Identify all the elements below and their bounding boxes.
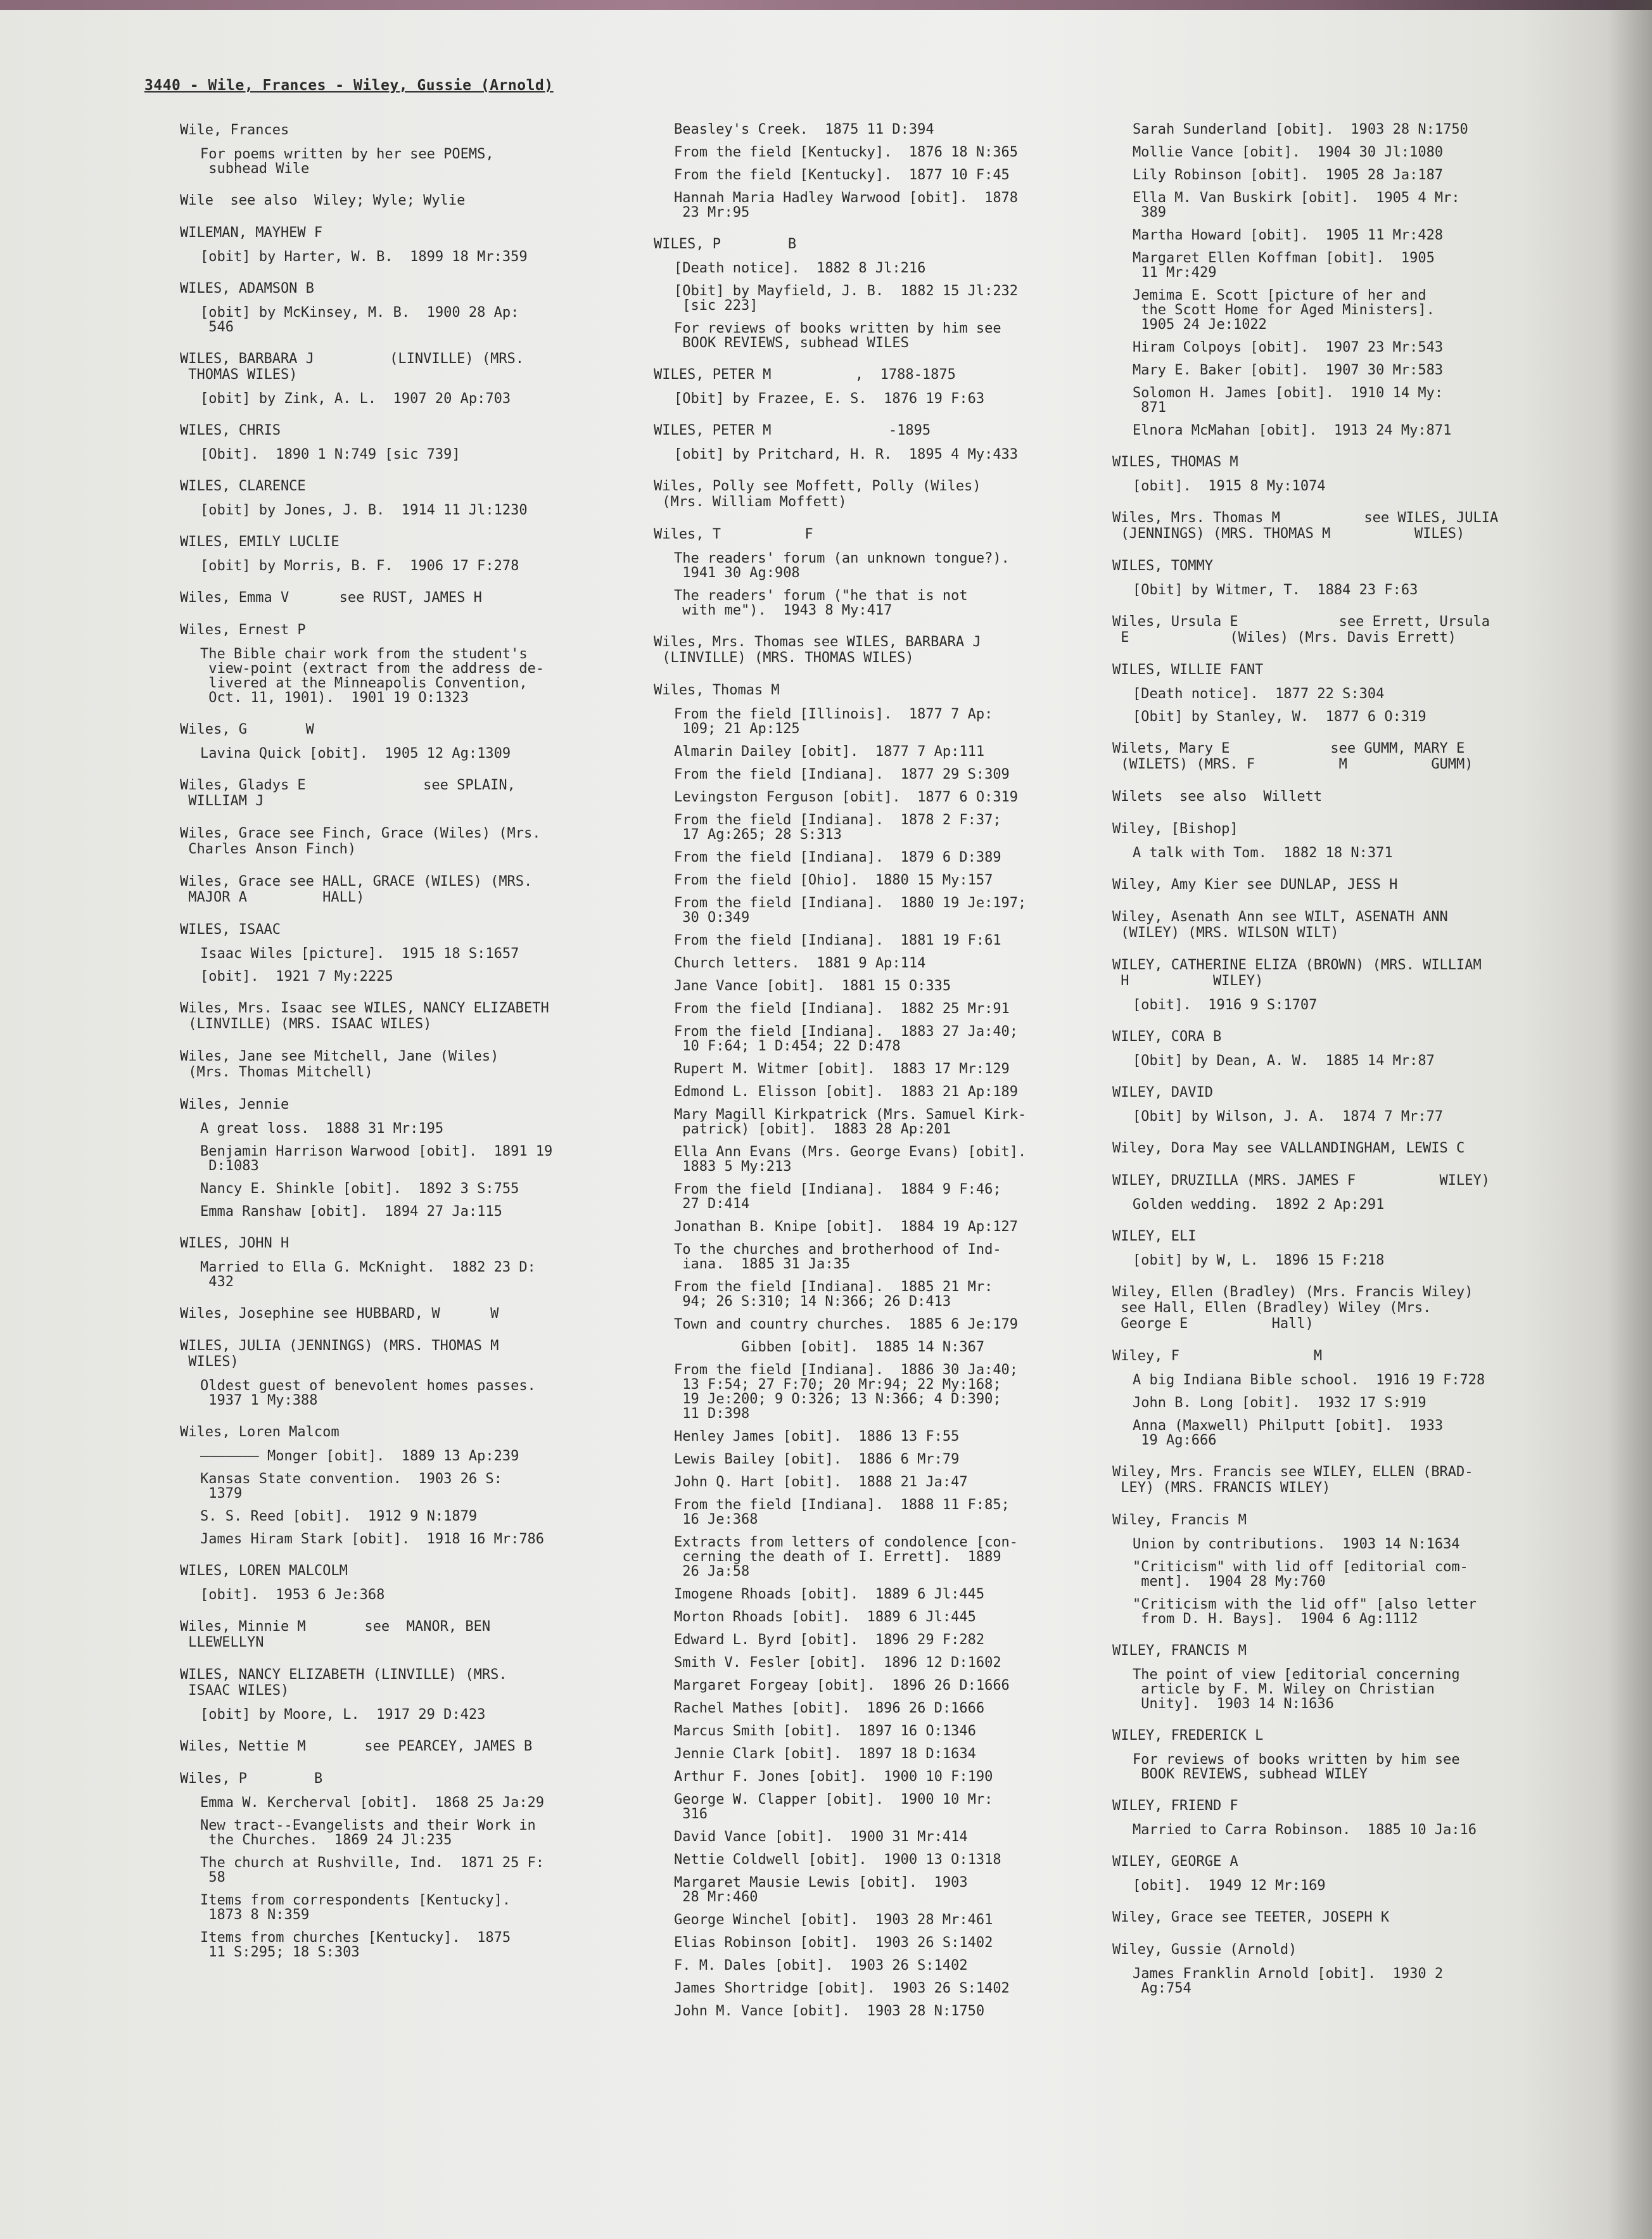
entry-heading: Wiles, Jane see Mitchell, Jane (Wiles) (Mrs. Thomas Mitchell)	[180, 1049, 499, 1080]
entry-heading: WILES, TOMMY	[1112, 558, 1213, 574]
entry-citation: Martha Howard [obit]. 1905 11 Mr:428	[1133, 227, 1444, 243]
entry-citation: Emma Ranshaw [obit]. 1894 27 Ja:115	[200, 1204, 502, 1220]
entry-citation: From the field [Kentucky]. 1877 10 F:45	[674, 167, 1010, 183]
entry-heading: WILES, LOREN MALCOLM	[180, 1563, 348, 1579]
entry-citation: George W. Clapper [obit]. 1900 10 Mr: 316	[674, 1792, 993, 1822]
entry-citation: From the field [Indiana]. 1886 30 Ja:40; 13 F:54; 27 F:70; 20 Mr:94; 22 My:168; 19 Je:200; 9 O:326; 13 N:366; 4 D:390; 11 D:398	[674, 1362, 1019, 1422]
entry-citation: Elias Robinson [obit]. 1903 26 S:1402	[674, 1935, 993, 1951]
entry-citation: Margaret Forgeay [obit]. 1896 26 D:1666	[674, 1678, 1010, 1694]
entry-heading: WILES, CHRIS	[180, 423, 281, 438]
entry-citation: From the field [Indiana]. 1881 19 F:61	[674, 933, 1001, 948]
index-entry	[180, 225, 623, 264]
index-entry	[1112, 1942, 1581, 1996]
entry-heading: WILES, JOHN H	[180, 1235, 289, 1251]
entry-citation: Nettie Coldwell [obit]. 1900 13 O:1318	[674, 1852, 1001, 1868]
index-entry	[1112, 1284, 1581, 1332]
entry-citation: Rachel Mathes [obit]. 1896 26 D:1666	[674, 1700, 985, 1716]
entry-citation: Kansas State convention. 1903 26 S: 1379	[200, 1471, 502, 1502]
running-head: 3440 - Wile, Frances - Wiley, Gussie (Arnold)	[144, 77, 554, 94]
entry-citation: [Obit] by Wilson, J. A. 1874 7 Mr:77	[1133, 1109, 1444, 1125]
entry-heading: WILEY, FRANCIS M	[1112, 1643, 1247, 1659]
entry-heading: Wiley, Ellen (Bradley) (Mrs. Francis Wiley) see Hall, Ellen (Bradley) Wiley (Mrs. George E Hall)	[1112, 1284, 1473, 1332]
entry-citation: Marcus Smith [obit]. 1897 16 O:1346	[674, 1723, 976, 1739]
index-entry	[180, 826, 623, 857]
entry-citation: [obit] by W, L. 1896 15 F:218	[1133, 1253, 1385, 1268]
entry-heading: Wiles, Thomas M	[654, 682, 780, 698]
entry-citation: Mary E. Baker [obit]. 1907 30 Mr:583	[1133, 362, 1444, 378]
entry-citation: John M. Vance [obit]. 1903 28 N:1750	[674, 2003, 985, 2019]
entry-citation: [Obit] by Mayfield, J. B. 1882 15 Jl:232 [sic 223]	[674, 283, 1019, 314]
entry-heading: Wilets see also Willett	[1112, 789, 1323, 805]
entry-citation: [Death notice]. 1877 22 S:304	[1133, 686, 1385, 702]
index-entry	[654, 122, 1122, 220]
index-column-2	[654, 122, 1122, 2035]
entry-citation: [obit] by Moore, L. 1917 29 D:423	[200, 1707, 486, 1723]
entry-heading: Wiles, Grace see HALL, GRACE (WILES) (MRS. MAJOR A HALL)	[180, 874, 533, 905]
entry-citation: A great loss. 1888 31 Mr:195	[200, 1121, 444, 1137]
entry-citation: Margaret Mausie Lewis [obit]. 1903 28 Mr:460	[674, 1875, 968, 1905]
index-entry	[1112, 1728, 1581, 1782]
entry-heading: WILES, THOMAS M	[1112, 454, 1238, 470]
entry-heading: WILES, ADAMSON B	[180, 281, 314, 297]
entry-citation: [Death notice]. 1882 8 Jl:216	[674, 260, 926, 276]
index-entry	[180, 1424, 623, 1547]
index-entry	[180, 193, 623, 208]
entry-heading: Wiles, Ursula E see Errett, Ursula E (Wiles) (Mrs. Davis Errett)	[1112, 614, 1490, 646]
entry-heading: Wiley, F M	[1112, 1348, 1323, 1364]
entry-citation: Jemima E. Scott [picture of her and the Scott Home for Aged Ministers]. 1905 24 Je:1022	[1133, 288, 1435, 333]
entry-citation: Isaac Wiles [picture]. 1915 18 S:1657	[200, 946, 519, 962]
index-entry	[1112, 1140, 1581, 1156]
entry-citation: [obit]. 1916 9 S:1707	[1133, 997, 1318, 1013]
entry-citation: From the field [Indiana]. 1879 6 D:389	[674, 850, 1001, 865]
entry-citation: The Bible chair work from the student's view-point (extract from the address de- livered at the Minneapolis Convention, Oct. 11, 1901). 1901 19 O:1323	[200, 646, 545, 706]
index-entry	[1112, 957, 1581, 1012]
index-entry	[180, 777, 623, 809]
entry-citation: Jane Vance [obit]. 1881 15 O:335	[674, 978, 951, 994]
entry-citation: S. S. Reed [obit]. 1912 9 N:1879	[200, 1509, 478, 1524]
index-entry	[1112, 1512, 1581, 1626]
entry-citation: For poems written by her see POEMS, subhead Wile	[200, 146, 494, 177]
entry-citation: Morton Rhoads [obit]. 1889 6 Jl:445	[674, 1609, 976, 1625]
entry-citation: George Winchel [obit]. 1903 28 Mr:461	[674, 1912, 993, 1928]
index-entry	[1112, 909, 1581, 941]
entry-citation: Items from correspondents [Kentucky]. 1873 8 N:359	[200, 1892, 511, 1923]
entry-heading: Wiley, Francis M	[1112, 1512, 1247, 1528]
entry-citation: "Criticism with the lid off" [also letter from D. H. Bays]. 1904 6 Ag:1112	[1133, 1597, 1477, 1627]
entry-citation: [Obit] by Stanley, W. 1877 6 O:319	[1133, 709, 1426, 725]
entry-heading: Wiley, Amy Kier see DUNLAP, JESS H	[1112, 877, 1398, 893]
entry-citation: From the field [Indiana]. 1877 29 S:309	[674, 767, 1010, 782]
entry-citation: [Obit] by Dean, A. W. 1885 14 Mr:87	[1133, 1053, 1435, 1069]
index-entry	[180, 1667, 623, 1722]
entry-heading: Wiley, [Bishop]	[1112, 821, 1238, 837]
entry-citation: Mollie Vance [obit]. 1904 30 Jl:1080	[1133, 144, 1444, 160]
index-entry	[1112, 1228, 1581, 1268]
index-entry	[180, 534, 623, 573]
entry-heading: Wiles, Loren Malcom	[180, 1424, 340, 1440]
entry-citation: From the field [Indiana]. 1885 21 Mr: 94; 26 S:310; 14 N:366; 26 D:413	[674, 1279, 993, 1310]
index-entry	[180, 122, 623, 176]
entry-citation: From the field [Indiana]. 1882 25 Mr:91	[674, 1001, 1010, 1017]
entry-citation: The readers' forum ("he that is not with me"). 1943 8 My:417	[674, 588, 968, 618]
entry-heading: WILES, P B	[654, 236, 797, 252]
index-entry	[180, 1235, 623, 1289]
index-entry	[1112, 510, 1581, 542]
entry-heading: Wiley, Grace see TEETER, JOSEPH K	[1112, 1910, 1390, 1925]
entry-heading: WILES, PETER M -1895	[654, 423, 931, 438]
entry-citation: From the field [Indiana]. 1884 9 F:46; 27 D:414	[674, 1182, 1001, 1212]
entry-citation: Jennie Clark [obit]. 1897 18 D:1634	[674, 1746, 976, 1762]
entry-heading: WILES, EMILY LUCLIE	[180, 534, 340, 550]
entry-citation: The point of view [editorial concerning article by F. M. Wiley on Christian Unity]. 1903 14 N:1636	[1133, 1667, 1460, 1712]
index-entry	[1112, 1029, 1581, 1068]
entry-citation: John B. Long [obit]. 1932 17 S:919	[1133, 1395, 1426, 1411]
entry-citation: [obit] by McKinsey, M. B. 1900 28 Ap: 546	[200, 305, 519, 335]
entry-citation: Edmond L. Elisson [obit]. 1883 21 Ap:189	[674, 1084, 1019, 1100]
index-entry	[180, 922, 623, 984]
entry-heading: Wiles, G W	[180, 722, 314, 737]
entry-citation: Extracts from letters of condolence [con- cerning the death of I. Errett]. 1889 26 Ja:58	[674, 1534, 1019, 1579]
index-entry	[1112, 1464, 1581, 1496]
index-entry	[1112, 1173, 1581, 1212]
index-entry	[180, 423, 623, 462]
entry-heading: WILES, NANCY ELIZABETH (LINVILLE) (MRS. ISAAC WILES)	[180, 1667, 507, 1699]
index-entry	[654, 526, 1122, 618]
index-entry	[180, 622, 623, 705]
entry-heading: WILEY, FREDERICK L	[1112, 1728, 1264, 1744]
index-entry	[1112, 1643, 1581, 1711]
index-entry	[1112, 789, 1581, 805]
entry-citation: James Franklin Arnold [obit]. 1930 2 Ag:754	[1133, 1966, 1444, 1996]
entry-citation: A talk with Tom. 1882 18 N:371	[1133, 845, 1393, 861]
entry-citation: A big Indiana Bible school. 1916 19 F:728	[1133, 1372, 1485, 1388]
entry-citation: Arthur F. Jones [obit]. 1900 10 F:190	[674, 1769, 993, 1785]
index-entry	[180, 590, 623, 606]
entry-citation: Items from churches [Kentucky]. 1875 11 S:295; 18 S:303	[200, 1930, 511, 1960]
index-entry	[654, 236, 1122, 350]
entry-citation: Married to Ella G. McKnight. 1882 23 D: 432	[200, 1260, 536, 1290]
entry-citation: [Obit] by Witmer, T. 1884 23 F:63	[1133, 582, 1418, 598]
entry-citation: From the field [Indiana]. 1880 19 Je:197; 30 O:349	[674, 895, 1027, 926]
index-entry	[1112, 614, 1581, 646]
entry-citation: Lily Robinson [obit]. 1905 28 Ja:187	[1133, 167, 1444, 183]
index-entry	[1112, 454, 1581, 494]
entry-citation: Levingston Ferguson [obit]. 1877 6 O:319	[674, 789, 1019, 805]
entry-heading: Wiles, Mrs. Isaac see WILES, NANCY ELIZABETH (LINVILLE) (MRS. ISAAC WILES)	[180, 1000, 549, 1032]
entry-citation: ——————— Monger [obit]. 1889 13 Ap:239	[200, 1448, 519, 1464]
index-entry	[1112, 558, 1581, 597]
entry-heading: Wiles, Gladys E see SPLAIN, WILLIAM J	[180, 777, 516, 809]
entry-heading: Wiles, Minnie M see MANOR, BEN LLEWELLYN	[180, 1619, 491, 1650]
entry-citation: [obit]. 1915 8 My:1074	[1133, 478, 1326, 494]
entry-citation: From the field [Ohio]. 1880 15 My:157	[674, 872, 993, 888]
entry-citation: James Hiram Stark [obit]. 1918 16 Mr:786	[200, 1531, 545, 1547]
entry-citation: [obit] by Morris, B. F. 1906 17 F:278	[200, 558, 519, 574]
index-entry	[180, 1771, 623, 1960]
entry-heading: WILES, JULIA (JENNINGS) (MRS. THOMAS M WILES)	[180, 1338, 499, 1370]
entry-citation: [obit] by Pritchard, H. R. 1895 4 My:433	[674, 447, 1019, 462]
page-binding-shadow	[1608, 0, 1652, 2239]
entry-citation: Smith V. Fesler [obit]. 1896 12 D:1602	[674, 1655, 1001, 1671]
index-entry	[654, 367, 1122, 406]
entry-citation: Hannah Maria Hadley Warwood [obit]. 1878 23 Mr:95	[674, 190, 1019, 220]
index-entry	[1112, 122, 1581, 438]
entry-citation: For reviews of books written by him see BOOK REVIEWS, subhead WILEY	[1133, 1752, 1460, 1782]
entry-heading: Wiles, T F	[654, 526, 813, 542]
entry-citation: [obit]. 1949 12 Mr:169	[1133, 1878, 1326, 1894]
index-entry	[654, 478, 1122, 510]
entry-citation: Jonathan B. Knipe [obit]. 1884 19 Ap:127	[674, 1219, 1019, 1235]
entry-heading: Wiles, Emma V see RUST, JAMES H	[180, 590, 482, 606]
index-entry	[1112, 821, 1581, 860]
index-entry	[180, 874, 623, 905]
index-entry	[654, 634, 1122, 666]
entry-citation: Ella Ann Evans (Mrs. George Evans) [obit]. 1883 5 My:213	[674, 1144, 1027, 1175]
index-entry	[1112, 877, 1581, 893]
entry-citation: Solomon H. James [obit]. 1910 14 My: 871	[1133, 385, 1444, 416]
entry-citation: Elnora McMahan [obit]. 1913 24 My:871	[1133, 423, 1452, 438]
index-column-3	[1112, 122, 1581, 2012]
index-entry	[180, 351, 623, 406]
index-entry	[180, 1619, 623, 1650]
entry-heading: Wiles, P B	[180, 1771, 323, 1787]
entry-citation: Church letters. 1881 9 Ap:114	[674, 955, 926, 971]
index-entry	[1112, 1854, 1581, 1893]
entry-heading: WILEY, DAVID	[1112, 1085, 1213, 1100]
entry-heading: WILEMAN, MAYHEW F	[180, 225, 323, 241]
entry-citation: Ella M. Van Buskirk [obit]. 1905 4 Mr: 389	[1133, 190, 1460, 220]
entry-citation: Emma W. Kercherval [obit]. 1868 25 Ja:29	[200, 1795, 545, 1811]
entry-citation: From the field [Illinois]. 1877 7 Ap: 109; 21 Ap:125	[674, 706, 993, 737]
index-entry	[180, 1563, 623, 1602]
entry-citation: For reviews of books written by him see BOOK REVIEWS, subhead WILES	[674, 321, 1001, 351]
entry-citation: Hiram Colpoys [obit]. 1907 23 Mr:543	[1133, 340, 1444, 355]
entry-citation: "Criticism" with lid off [editorial com- ment]. 1904 28 My:760	[1133, 1559, 1468, 1590]
entry-heading: Wiles, Nettie M see PEARCEY, JAMES B	[180, 1738, 533, 1754]
entry-heading: WILEY, CORA B	[1112, 1029, 1222, 1045]
index-entry	[1112, 1348, 1581, 1448]
entry-heading: Wiley, Mrs. Francis see WILEY, ELLEN (BRAD- LEY) (MRS. FRANCIS WILEY)	[1112, 1464, 1473, 1496]
entry-heading: WILEY, FRIEND F	[1112, 1798, 1238, 1814]
entry-citation: From the field [Indiana]. 1878 2 F:37; 17 Ag:265; 28 S:313	[674, 812, 1001, 843]
index-entry	[180, 722, 623, 761]
entry-citation: Union by contributions. 1903 14 N:1634	[1133, 1536, 1460, 1552]
entry-heading: Wiles, Jennie	[180, 1097, 289, 1113]
entry-heading: WILES, CLARENCE	[180, 478, 306, 494]
entry-citation: Nancy E. Shinkle [obit]. 1892 3 S:755	[200, 1181, 519, 1197]
entry-citation: David Vance [obit]. 1900 31 Mr:414	[674, 1829, 968, 1845]
index-entry	[1112, 1798, 1581, 1837]
entry-citation: Town and country churches. 1885 6 Je:179	[674, 1317, 1019, 1332]
entry-citation: Golden wedding. 1892 2 Ap:291	[1133, 1197, 1385, 1213]
entry-heading: WILES, PETER M , 1788-1875	[654, 367, 956, 383]
index-entry	[1112, 662, 1581, 724]
entry-citation: [obit] by Harter, W. B. 1899 18 Mr:359	[200, 249, 528, 265]
entry-citation: Margaret Ellen Koffman [obit]. 1905 11 Mr:429	[1133, 250, 1435, 281]
entry-citation: Anna (Maxwell) Philputt [obit]. 1933 19 Ag:666	[1133, 1418, 1444, 1448]
entry-heading: Wiles, Josephine see HUBBARD, W W	[180, 1306, 499, 1322]
entry-citation: [obit]. 1953 6 Je:368	[200, 1587, 385, 1603]
index-entry	[654, 682, 1122, 2019]
entry-citation: [obit] by Jones, J. B. 1914 11 Jl:1230	[200, 502, 528, 518]
entry-citation: Gibben [obit]. 1885 14 N:367	[674, 1339, 985, 1355]
index-entry	[180, 1097, 623, 1219]
entry-heading: Wiles, Mrs. Thomas M see WILES, JULIA (JENNINGS) (MRS. THOMAS M WILES)	[1112, 510, 1499, 542]
entry-heading: WILEY, CATHERINE ELIZA (BROWN) (MRS. WILLIAM H WILEY)	[1112, 957, 1482, 989]
entry-heading: WILES, ISAAC	[180, 922, 281, 938]
index-entry	[180, 1306, 623, 1322]
entry-heading: Wiles, Polly see Moffett, Polly (Wiles) (Mrs. William Moffett)	[654, 478, 981, 510]
entry-citation: Beasley's Creek. 1875 11 D:394	[674, 122, 934, 137]
entry-heading: Wiles, Ernest P	[180, 622, 306, 638]
entry-citation: From the field [Kentucky]. 1876 18 N:365	[674, 144, 1019, 160]
entry-citation: To the churches and brotherhood of Ind- iana. 1885 31 Ja:35	[674, 1242, 1001, 1272]
entry-citation: Married to Carra Robinson. 1885 10 Ja:16	[1133, 1822, 1477, 1838]
entry-citation: [obit] by Zink, A. L. 1907 20 Ap:703	[200, 391, 511, 407]
entry-heading: Wiley, Dora May see VALLANDINGHAM, LEWIS C	[1112, 1140, 1465, 1156]
entry-citation: [Obit] by Frazee, E. S. 1876 19 F:63	[674, 391, 985, 407]
entry-citation: [Obit]. 1890 1 N:749 [sic 739]	[200, 447, 461, 462]
entry-citation: John Q. Hart [obit]. 1888 21 Ja:47	[674, 1474, 968, 1490]
index-entry	[180, 281, 623, 335]
entry-citation: Rupert M. Witmer [obit]. 1883 17 Mr:129	[674, 1061, 1010, 1077]
index-entry	[180, 1338, 623, 1408]
entry-heading: Wile, Frances	[180, 122, 289, 138]
entry-heading: Wilets, Mary E see GUMM, MARY E (WILETS) (MRS. F M GUMM)	[1112, 741, 1473, 772]
entry-heading: WILES, BARBARA J (LINVILLE) (MRS. THOMAS WILES)	[180, 351, 524, 383]
entry-citation: Sarah Sunderland [obit]. 1903 28 N:1750	[1133, 122, 1468, 137]
entry-heading: WILEY, GEORGE A	[1112, 1854, 1238, 1870]
entry-citation: James Shortridge [obit]. 1903 26 S:1402	[674, 1981, 1010, 1996]
index-entry	[180, 1000, 623, 1032]
entry-heading: WILEY, ELI	[1112, 1228, 1197, 1244]
entry-citation: Benjamin Harrison Warwood [obit]. 1891 19 D:1083	[200, 1144, 553, 1174]
entry-heading: WILES, WILLIE FANT	[1112, 662, 1264, 678]
entry-citation: Edward L. Byrd [obit]. 1896 29 F:282	[674, 1632, 985, 1648]
index-entry	[1112, 1910, 1581, 1925]
entry-citation: Lewis Bailey [obit]. 1886 6 Mr:79	[674, 1451, 960, 1467]
entry-citation: From the field [Indiana]. 1883 27 Ja:40; 10 F:64; 1 D:454; 22 D:478	[674, 1024, 1019, 1054]
index-entry	[1112, 1085, 1581, 1124]
entry-citation: Almarin Dailey [obit]. 1877 7 Ap:111	[674, 744, 985, 760]
entry-citation: The readers' forum (an unknown tongue?). 1941 30 Ag:908	[674, 551, 1010, 581]
entry-citation: Lavina Quick [obit]. 1905 12 Ag:1309	[200, 746, 511, 762]
index-entry	[180, 1049, 623, 1080]
entry-citation: Henley James [obit]. 1886 13 F:55	[674, 1429, 960, 1445]
entry-heading: Wiley, Gussie (Arnold)	[1112, 1942, 1297, 1958]
entry-citation: New tract--Evangelists and their Work in the Churches. 1869 24 Jl:235	[200, 1818, 536, 1848]
entry-heading: Wile see also Wiley; Wyle; Wylie	[180, 193, 466, 208]
entry-citation: From the field [Indiana]. 1888 11 F:85; 16 Je:368	[674, 1497, 1010, 1528]
entry-heading: Wiles, Mrs. Thomas see WILES, BARBARA J (LINVILLE) (MRS. THOMAS WILES)	[654, 634, 981, 666]
entry-heading: Wiles, Grace see Finch, Grace (Wiles) (Mrs. Charles Anson Finch)	[180, 826, 541, 857]
entry-citation: [obit]. 1921 7 My:2225	[200, 969, 393, 985]
entry-heading: WILEY, DRUZILLA (MRS. JAMES F WILEY)	[1112, 1173, 1490, 1189]
index-entry	[180, 1738, 623, 1754]
index-column-1	[180, 122, 623, 1976]
index-entry	[180, 478, 623, 518]
index-entry	[1112, 741, 1581, 772]
entry-heading: Wiley, Asenath Ann see WILT, ASENATH ANN (WILEY) (MRS. WILSON WILT)	[1112, 909, 1448, 941]
entry-citation: Oldest guest of benevolent homes passes. 1937 1 My:388	[200, 1378, 536, 1408]
scan-edge-band	[0, 0, 1652, 10]
entry-citation: Imogene Rhoads [obit]. 1889 6 Jl:445	[674, 1586, 985, 1602]
entry-citation: F. M. Dales [obit]. 1903 26 S:1402	[674, 1958, 968, 1974]
entry-citation: Mary Magill Kirkpatrick (Mrs. Samuel Kirk- patrick) [obit]. 1883 28 Ap:201	[674, 1107, 1027, 1137]
index-entry	[654, 423, 1122, 462]
entry-citation: The church at Rushville, Ind. 1871 25 F: 58	[200, 1855, 545, 1885]
